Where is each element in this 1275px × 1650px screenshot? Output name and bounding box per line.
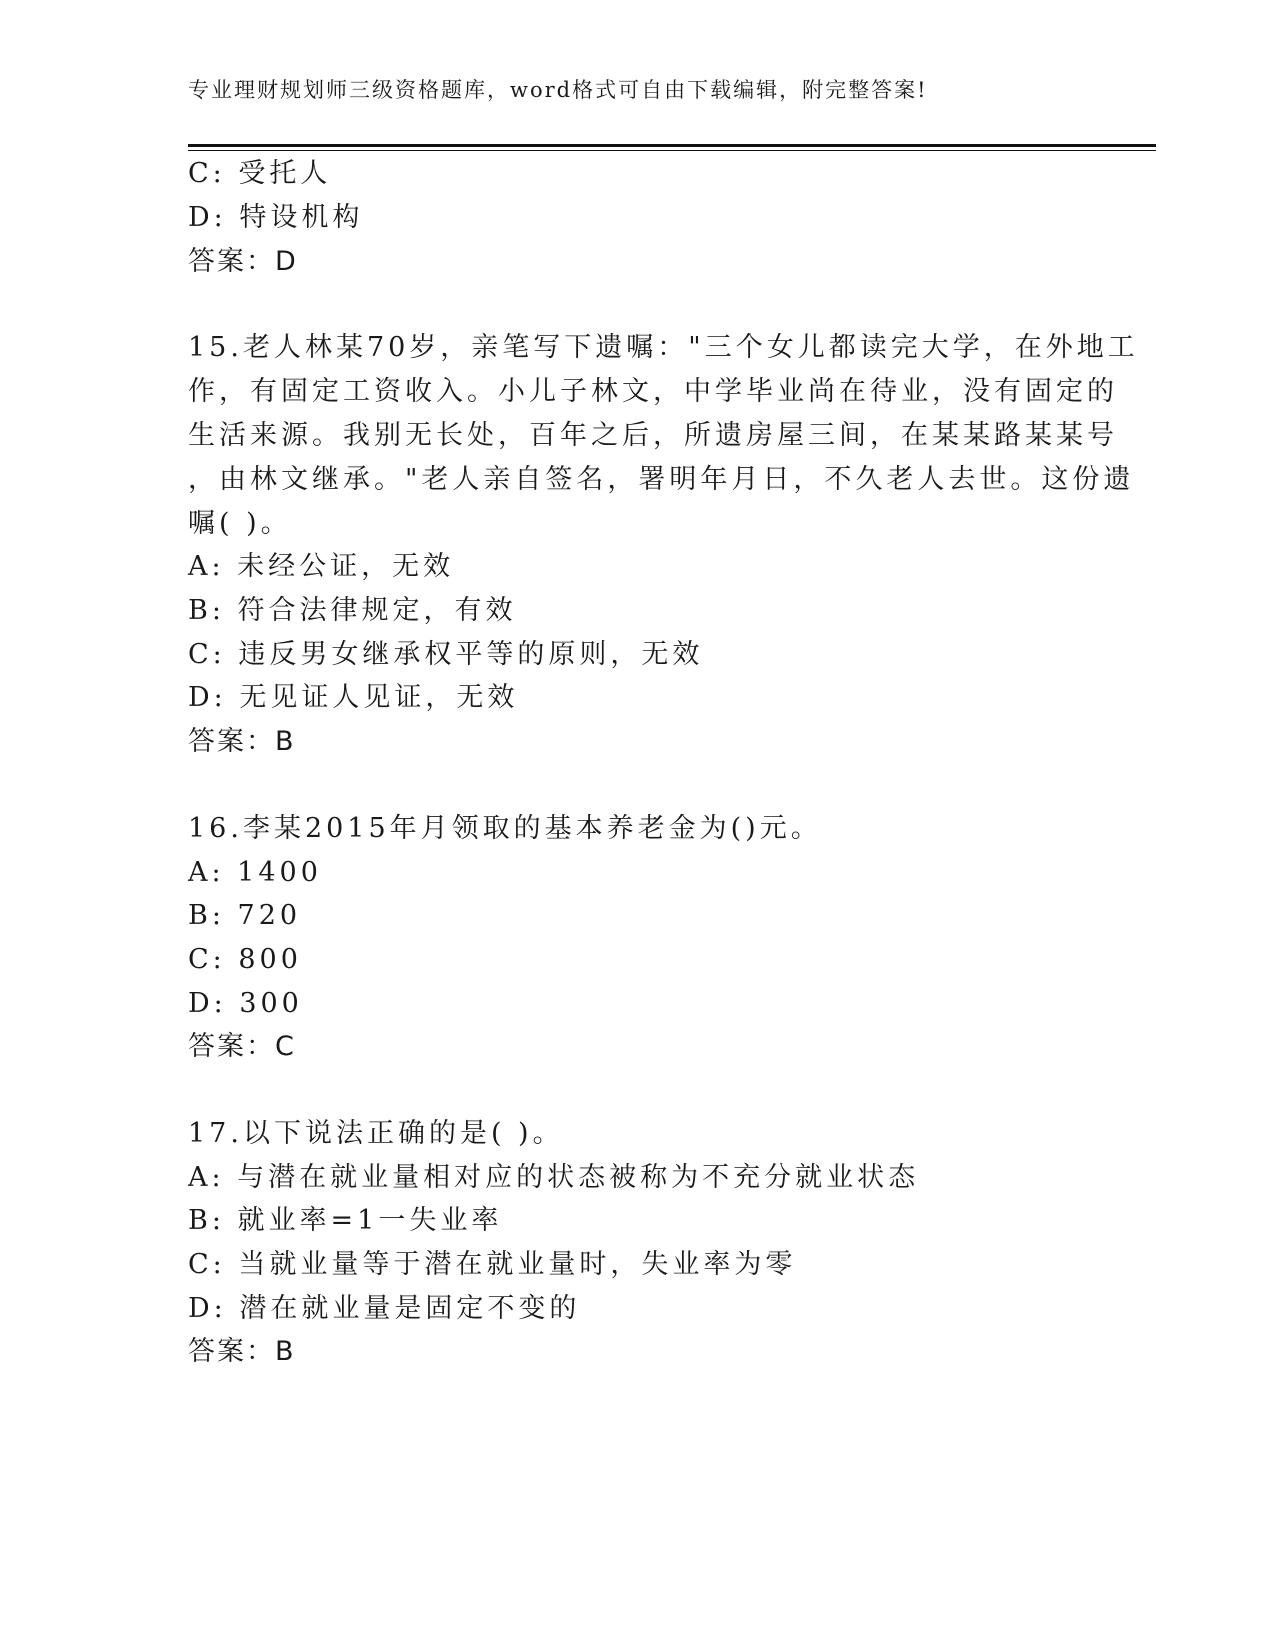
q16-answer: 答案：C (188, 1031, 296, 1062)
q17-option-b: B: 就业率=1一失业率 (188, 1205, 503, 1236)
q15-stem-line-3: 生活来源。我别无长处，百年之后，所遗房屋三间，在某某路某某号 (188, 420, 1118, 451)
q15-option-a: A: 未经公证，无效 (188, 551, 455, 582)
q16-option-c: C: 800 (188, 944, 302, 975)
q15-option-c: C: 违反男女继承权平等的原则，无效 (188, 639, 704, 670)
header-divider-thick (188, 144, 1156, 147)
q17-stem: 17.以下说法正确的是( )。 (188, 1118, 564, 1149)
q15-stem-line-5: 嘱( )。 (188, 508, 292, 539)
q14-option-d: D: 特设机构 (188, 202, 364, 233)
q16-option-d: D: 300 (188, 988, 303, 1019)
q16-stem: 16.李某2015年月领取的基本养老金为()元。 (188, 813, 822, 844)
q16-option-a: A: 1400 (188, 857, 322, 888)
q15-option-b: B: 符合法律规定，有效 (188, 595, 517, 626)
q17-answer: 答案：B (188, 1336, 296, 1367)
q15-stem-line-2: 作，有固定工资收入。小儿子林文，中学毕业尚在待业，没有固定的 (188, 376, 1118, 407)
q16-option-b: B: 720 (188, 900, 302, 931)
header-divider-thin (188, 150, 1156, 151)
page-header: 专业理财规划师三级资格题库，word格式可自由下载编辑，附完整答案! (188, 78, 928, 102)
q15-stem-line-4: ，由林文继承。"老人亲自签名，署明年月日，不久老人去世。这份遗 (188, 464, 1135, 495)
q15-answer: 答案：B (188, 726, 296, 757)
q14-answer: 答案：D (188, 246, 298, 277)
q17-option-c: C: 当就业量等于潜在就业量时，失业率为零 (188, 1249, 797, 1280)
q17-option-d: D: 潜在就业量是固定不变的 (188, 1293, 581, 1324)
q15-stem-line-1: 15.老人林某70岁，亲笔写下遗嘱："三个女儿都读完大学，在外地工 (188, 332, 1139, 363)
q15-option-d: D: 无见证人见证，无效 (188, 682, 519, 713)
q14-option-c: C: 受托人 (188, 158, 332, 189)
q17-option-a: A: 与潜在就业量相对应的状态被称为不充分就业状态 (188, 1162, 920, 1193)
